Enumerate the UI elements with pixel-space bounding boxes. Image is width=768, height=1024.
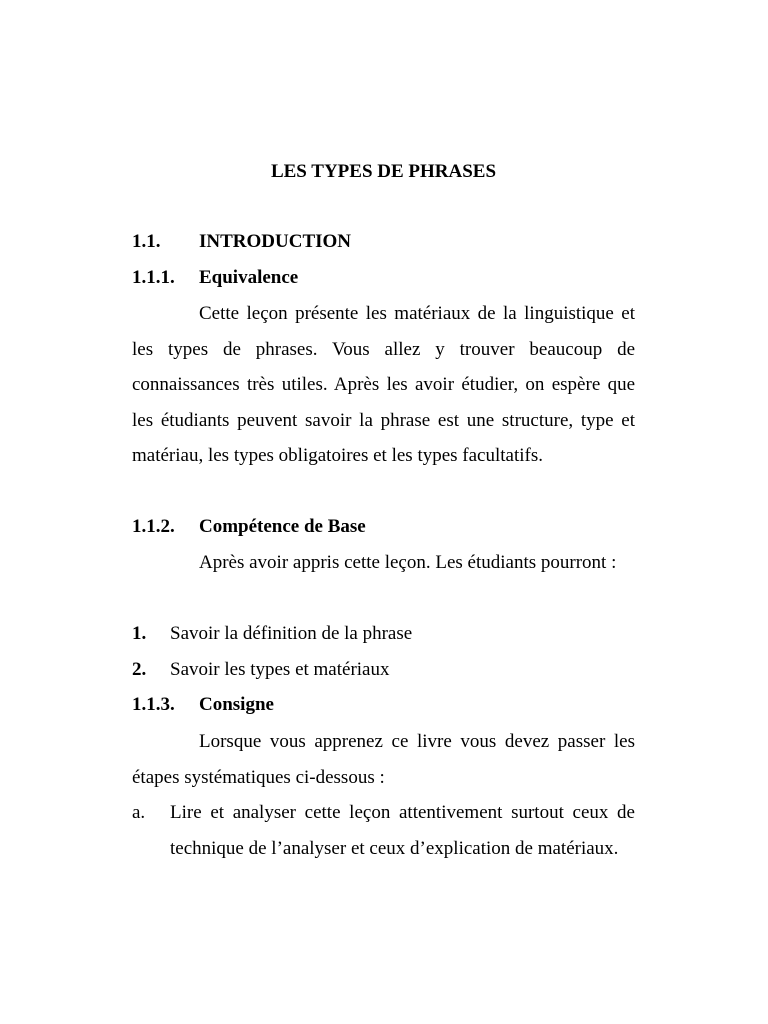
competence-paragraph: Après avoir appris cette leçon. Les étudiants pourront : (199, 552, 617, 573)
list-item (132, 616, 635, 652)
section-heading-consigne (132, 693, 274, 717)
section-label: Consigne (199, 694, 274, 715)
section-number: 1.1. (132, 231, 161, 252)
list-marker: a. (132, 802, 146, 823)
section-number: 1.1.1. (132, 267, 175, 288)
list-item (132, 652, 635, 688)
consigne-paragraph: Lorsque vous apprenez ce livre vous devez passer les étapes systématiques ci-dessous : (132, 731, 635, 788)
document-title: LES TYPES DE PHRASES (270, 161, 497, 182)
section-label: Compétence de Base (199, 516, 366, 537)
list-marker: 2. (132, 659, 147, 680)
list-item-text: Savoir les types et matériaux (170, 659, 390, 680)
section-label: Equivalence (199, 267, 299, 288)
section-heading-introduction (132, 230, 351, 254)
equivalence-paragraph: Cette leçon présente les matériaux de la linguistique et les types de phrases. Vous allez y trouver beaucoup de connaissances très utiles. Après les avoir étudier, on espère que les étudiants peuvent savoir la phrase est une structure, type et matériau, les types obligatoires et les types facultatifs. (132, 303, 635, 466)
section-heading-competence (132, 515, 366, 539)
list-marker: 1. (132, 623, 147, 644)
list-item-text: Lire et analyser cette leçon attentivement surtout ceux de technique de l’analyser et ceux d’explication de matériaux. (170, 802, 635, 859)
section-label: INTRODUCTION (199, 231, 352, 252)
section-heading-equivalence (132, 266, 298, 290)
section-number: 1.1.3. (132, 694, 175, 715)
section-number: 1.1.2. (132, 516, 175, 537)
list-item-text: Savoir la définition de la phrase (170, 623, 413, 644)
list-item (132, 795, 635, 867)
